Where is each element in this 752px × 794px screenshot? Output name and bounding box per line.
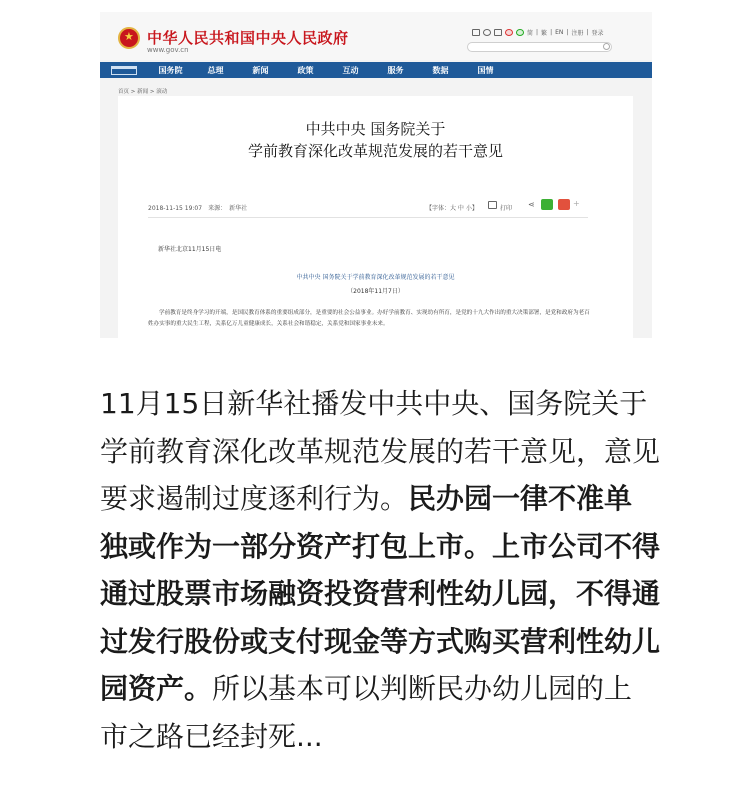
nav-item-policy[interactable]: 政策 — [297, 65, 314, 75]
register-link[interactable]: 注册 — [571, 30, 584, 37]
more-share-icon[interactable]: + — [573, 199, 580, 208]
post-intro: 11月15日新华社播发中共中央、国务院关于学前教育深化改革规范发展的若干意见，意见要求遏制过度逐利行为。 — [100, 387, 661, 515]
post-bold: 民办园一律不准单独或作为一部分资产打包上市。上市公司不得通过股票市场融资投资营利性幼儿园，不得通过发行股份或支付现金等方式购买营利性幼儿园资产。 — [100, 482, 661, 705]
nav-item-data[interactable]: 数据 — [432, 65, 449, 75]
article-title-line1: 中共中央 国务院关于 — [305, 120, 446, 138]
share-icon[interactable]: ⋖ — [528, 200, 535, 209]
print-icon[interactable] — [488, 201, 497, 209]
site-search-input[interactable] — [467, 42, 612, 52]
site-header — [100, 12, 652, 60]
lang-simplified[interactable]: 简 — [527, 30, 534, 37]
article-screenshot — [100, 12, 652, 338]
article-card — [118, 96, 633, 338]
print-button[interactable]: 打印 — [500, 205, 513, 212]
breadcrumb[interactable]: 首页 > 新闻 > 滚动 — [118, 89, 168, 95]
nav-item-news[interactable]: 新闻 — [252, 65, 269, 75]
site-url[interactable]: www.gov.cn — [147, 46, 189, 54]
national-emblem-icon — [118, 27, 140, 49]
article-dateline: 新华社北京11月15日电 — [158, 246, 222, 253]
search-icon[interactable] — [603, 43, 610, 50]
lang-traditional[interactable]: 繁 — [541, 30, 548, 37]
post-outro: 所以基本可以判断民办幼儿园的上市之路已经封死... — [100, 672, 633, 753]
weibo-icon[interactable] — [505, 29, 513, 36]
nav-item-national-conditions[interactable]: 国情 — [477, 65, 494, 75]
post-text — [100, 380, 660, 760]
article-body: 学前教育是终身学习的开端，是国民教育体系的重要组成部分，是重要的社会公益事业。办好学前教育、实现幼有所育，是党的十九大作出的重大决策部署，是党和政府为老百姓办实事的重大民生工程，关系亿万儿童健康成长，关系社会和谐稳定，关系党和国家事业未来。 — [148, 310, 590, 327]
mobile-icon[interactable] — [494, 29, 502, 36]
divider — [148, 217, 588, 218]
article-meta: 2018-11-15 19:07 来源： 新华社 — [148, 205, 248, 212]
nav-home-icon[interactable] — [100, 62, 148, 78]
font-size-control[interactable]: 【字体：大 中 小】 — [426, 205, 478, 212]
lang-english[interactable]: EN — [555, 29, 564, 36]
article-title-line2: 学前教育深化改革规范发展的若干意见 — [247, 142, 503, 160]
document-date: （2018年11月7日） — [347, 288, 404, 295]
nav-item-state-council[interactable]: 国务院 — [158, 65, 183, 75]
rss-icon[interactable] — [483, 29, 491, 36]
wechat-share-icon[interactable] — [541, 199, 553, 210]
mail-icon[interactable] — [472, 29, 480, 36]
nav-item-premier[interactable]: 总理 — [207, 65, 224, 75]
wechat-icon[interactable] — [516, 29, 524, 36]
nav-item-interaction[interactable]: 互动 — [342, 65, 359, 75]
nav-item-services[interactable]: 服务 — [387, 65, 404, 75]
site-title[interactable]: 中华人民共和国中央人民政府 — [147, 29, 349, 47]
document-title: 中共中央 国务院关于学前教育深化改革规范发展的若干意见 — [296, 274, 455, 281]
site-nav — [100, 62, 652, 78]
top-tools: 简 | 繁 | EN | 注册 | 登录 — [472, 28, 603, 37]
login-link[interactable]: 登录 — [591, 30, 604, 37]
weibo-share-icon[interactable] — [558, 199, 570, 210]
